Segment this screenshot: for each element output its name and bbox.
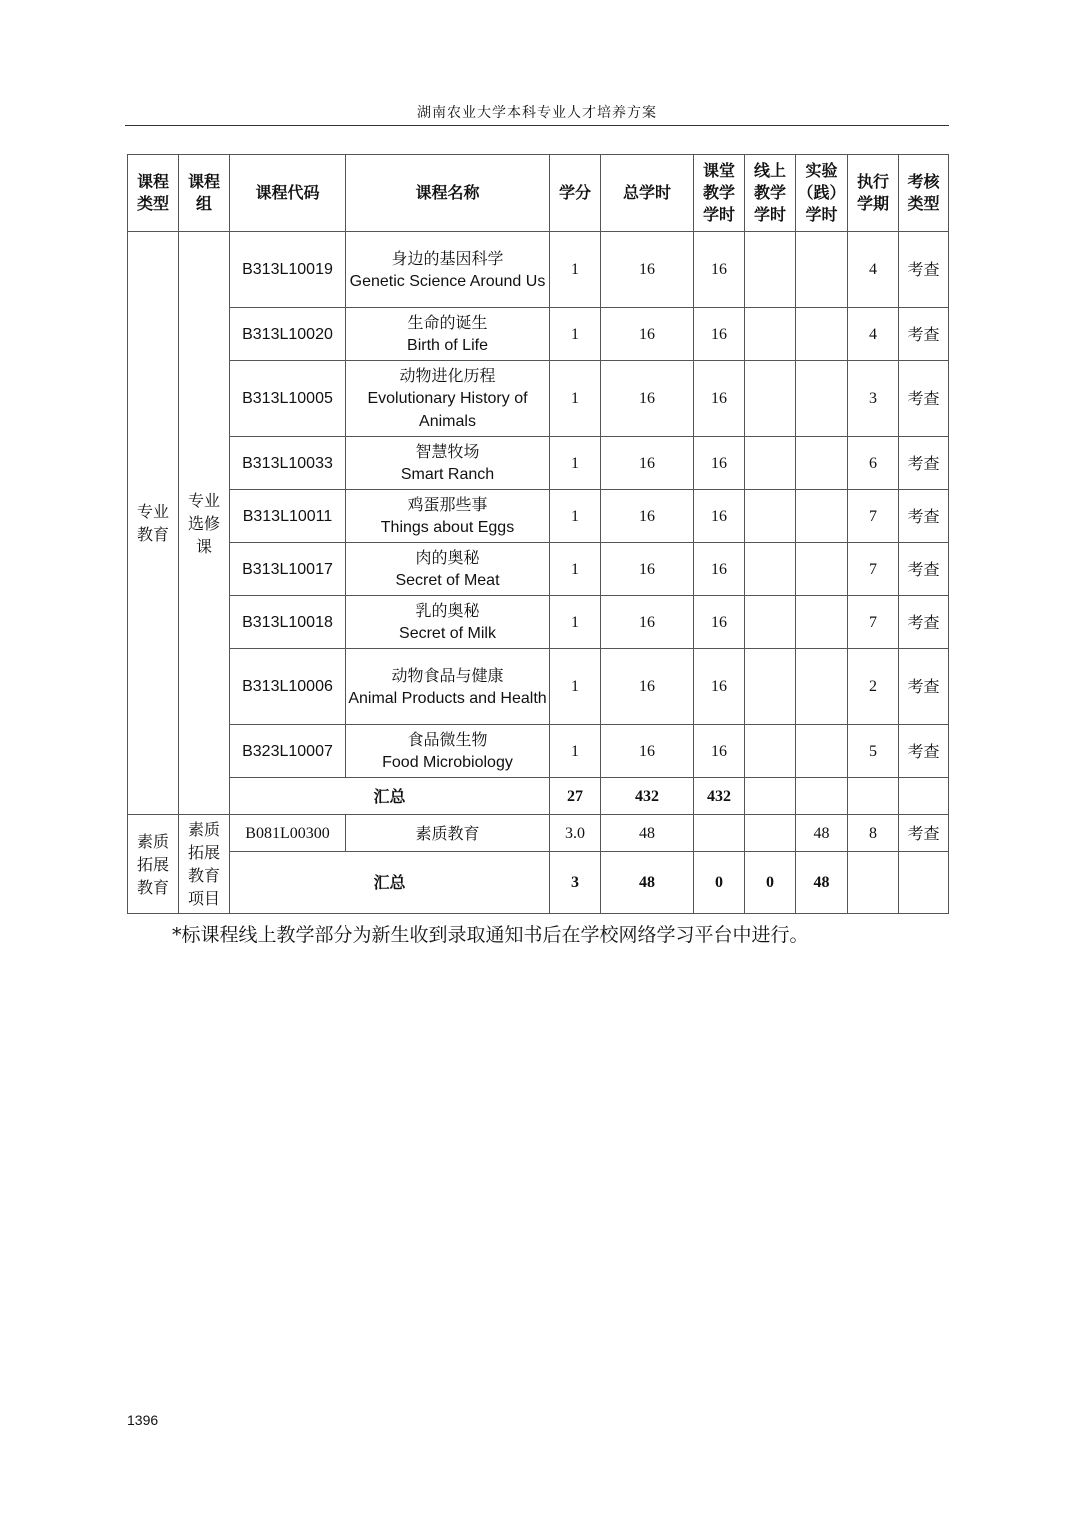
course-name: 动物进化历程 Evolutionary History of Animals bbox=[346, 361, 550, 437]
col-header-course-code: 课程代码 bbox=[230, 155, 346, 232]
course-name: 智慧牧场 Smart Ranch bbox=[346, 437, 550, 490]
online-hours bbox=[745, 437, 796, 490]
semester: 2 bbox=[848, 649, 899, 725]
semester: 8 bbox=[848, 815, 899, 852]
class-hours: 16 bbox=[694, 490, 745, 543]
credit: 1 bbox=[550, 596, 601, 649]
course-type-professional: 专业 教育 bbox=[128, 232, 179, 815]
col-header-lab-hours: 实验 （践） 学时 bbox=[796, 155, 848, 232]
page-number: 1396 bbox=[127, 1412, 159, 1428]
online-hours bbox=[745, 596, 796, 649]
col-header-course-type: 课程 类型 bbox=[128, 155, 179, 232]
table-row bbox=[128, 815, 949, 852]
credit: 1 bbox=[550, 543, 601, 596]
credit: 1 bbox=[550, 725, 601, 778]
total-hours: 16 bbox=[601, 308, 694, 361]
summary-label: 汇总 bbox=[230, 852, 550, 914]
assessment-type: 考查 bbox=[899, 725, 949, 778]
class-hours: 16 bbox=[694, 437, 745, 490]
course-code: B313L10018 bbox=[230, 596, 346, 649]
table-row bbox=[128, 649, 949, 725]
credit: 1 bbox=[550, 361, 601, 437]
online-hours bbox=[745, 543, 796, 596]
table-row bbox=[128, 490, 949, 543]
summary-credit: 27 bbox=[550, 778, 601, 815]
lab-hours bbox=[796, 543, 848, 596]
online-hours bbox=[745, 361, 796, 437]
online-hours bbox=[745, 308, 796, 361]
lab-hours bbox=[796, 437, 848, 490]
course-group-elective: 专业 选修 课 bbox=[179, 232, 230, 815]
summary-class-hours: 0 bbox=[694, 852, 745, 914]
total-hours: 16 bbox=[601, 490, 694, 543]
col-header-online-hours: 线上 教学 学时 bbox=[745, 155, 796, 232]
class-hours: 16 bbox=[694, 308, 745, 361]
lab-hours bbox=[796, 725, 848, 778]
header-rule bbox=[125, 125, 949, 126]
summary-online-hours: 0 bbox=[745, 852, 796, 914]
total-hours: 16 bbox=[601, 596, 694, 649]
lab-hours bbox=[796, 490, 848, 543]
credit: 3.0 bbox=[550, 815, 601, 852]
summary-lab-hours: 48 bbox=[796, 852, 848, 914]
semester: 4 bbox=[848, 308, 899, 361]
course-code: B313L10017 bbox=[230, 543, 346, 596]
table-header-row bbox=[128, 155, 949, 232]
assessment-type: 考查 bbox=[899, 815, 949, 852]
online-hours bbox=[745, 490, 796, 543]
table-row bbox=[128, 596, 949, 649]
summary-total-hours: 48 bbox=[601, 852, 694, 914]
table-row bbox=[128, 308, 949, 361]
summary-assessment bbox=[899, 852, 949, 914]
assessment-type: 考查 bbox=[899, 437, 949, 490]
col-header-assessment: 考核 类型 bbox=[899, 155, 949, 232]
lab-hours bbox=[796, 361, 848, 437]
summary-semester bbox=[848, 852, 899, 914]
semester: 6 bbox=[848, 437, 899, 490]
lab-hours bbox=[796, 308, 848, 361]
table-row bbox=[128, 361, 949, 437]
assessment-type: 考查 bbox=[899, 649, 949, 725]
table-row bbox=[128, 543, 949, 596]
table-row bbox=[128, 725, 949, 778]
class-hours: 16 bbox=[694, 361, 745, 437]
col-header-credit: 学分 bbox=[550, 155, 601, 232]
class-hours: 16 bbox=[694, 596, 745, 649]
total-hours: 48 bbox=[601, 815, 694, 852]
total-hours: 16 bbox=[601, 232, 694, 308]
course-code: B081L00300 bbox=[230, 815, 346, 852]
semester: 7 bbox=[848, 490, 899, 543]
page-header-title: 湖南农业大学本科专业人才培养方案 bbox=[417, 105, 657, 121]
summary-total-hours: 432 bbox=[601, 778, 694, 815]
online-hours bbox=[745, 815, 796, 852]
course-name: 素质教育 bbox=[346, 815, 550, 852]
class-hours bbox=[694, 815, 745, 852]
summary-credit: 3 bbox=[550, 852, 601, 914]
col-header-total-hours: 总学时 bbox=[601, 155, 694, 232]
assessment-type: 考查 bbox=[899, 543, 949, 596]
course-name: 乳的奥秘 Secret of Milk bbox=[346, 596, 550, 649]
total-hours: 16 bbox=[601, 437, 694, 490]
credit: 1 bbox=[550, 490, 601, 543]
total-hours: 16 bbox=[601, 725, 694, 778]
summary-semester bbox=[848, 778, 899, 815]
course-code: B313L10020 bbox=[230, 308, 346, 361]
summary-label: 汇总 bbox=[230, 778, 550, 815]
summary-assessment bbox=[899, 778, 949, 815]
online-hours bbox=[745, 232, 796, 308]
course-group-quality: 素质 拓展 教育 项目 bbox=[179, 815, 230, 914]
course-name: 动物食品与健康 Animal Products and Health bbox=[346, 649, 550, 725]
summary-row bbox=[128, 778, 949, 815]
col-header-course-name: 课程名称 bbox=[346, 155, 550, 232]
online-hours bbox=[745, 649, 796, 725]
semester: 3 bbox=[848, 361, 899, 437]
class-hours: 16 bbox=[694, 232, 745, 308]
course-name: 鸡蛋那些事 Things about Eggs bbox=[346, 490, 550, 543]
assessment-type: 考查 bbox=[899, 490, 949, 543]
credit: 1 bbox=[550, 437, 601, 490]
course-name: 肉的奥秘 Secret of Meat bbox=[346, 543, 550, 596]
table-row bbox=[128, 437, 949, 490]
col-header-class-hours: 课堂 教学 学时 bbox=[694, 155, 745, 232]
course-code: B313L10019 bbox=[230, 232, 346, 308]
class-hours: 16 bbox=[694, 543, 745, 596]
credit: 1 bbox=[550, 308, 601, 361]
table-row bbox=[128, 232, 949, 308]
course-code: B313L10011 bbox=[230, 490, 346, 543]
course-code: B313L10005 bbox=[230, 361, 346, 437]
course-code: B313L10006 bbox=[230, 649, 346, 725]
semester: 5 bbox=[848, 725, 899, 778]
course-name: 身边的基因科学 Genetic Science Around Us bbox=[346, 232, 550, 308]
assessment-type: 考查 bbox=[899, 361, 949, 437]
summary-online-hours bbox=[745, 778, 796, 815]
online-hours bbox=[745, 725, 796, 778]
lab-hours: 48 bbox=[796, 815, 848, 852]
footnote: *标课程线上教学部分为新生收到录取通知书后在学校网络学习平台中进行。 bbox=[172, 924, 809, 946]
lab-hours bbox=[796, 596, 848, 649]
col-header-course-group: 课程 组 bbox=[179, 155, 230, 232]
course-type-quality: 素质 拓展 教育 bbox=[128, 815, 179, 914]
semester: 4 bbox=[848, 232, 899, 308]
assessment-type: 考查 bbox=[899, 232, 949, 308]
course-code: B313L10033 bbox=[230, 437, 346, 490]
course-code: B323L10007 bbox=[230, 725, 346, 778]
semester: 7 bbox=[848, 543, 899, 596]
summary-class-hours: 432 bbox=[694, 778, 745, 815]
summary-row bbox=[128, 852, 949, 914]
total-hours: 16 bbox=[601, 361, 694, 437]
course-table bbox=[127, 154, 949, 914]
total-hours: 16 bbox=[601, 649, 694, 725]
summary-lab-hours bbox=[796, 778, 848, 815]
total-hours: 16 bbox=[601, 543, 694, 596]
col-header-semester: 执行 学期 bbox=[848, 155, 899, 232]
course-name: 生命的诞生 Birth of Life bbox=[346, 308, 550, 361]
course-name: 食品微生物 Food Microbiology bbox=[346, 725, 550, 778]
lab-hours bbox=[796, 232, 848, 308]
lab-hours bbox=[796, 649, 848, 725]
credit: 1 bbox=[550, 232, 601, 308]
semester: 7 bbox=[848, 596, 899, 649]
class-hours: 16 bbox=[694, 649, 745, 725]
assessment-type: 考查 bbox=[899, 308, 949, 361]
assessment-type: 考查 bbox=[899, 596, 949, 649]
class-hours: 16 bbox=[694, 725, 745, 778]
credit: 1 bbox=[550, 649, 601, 725]
